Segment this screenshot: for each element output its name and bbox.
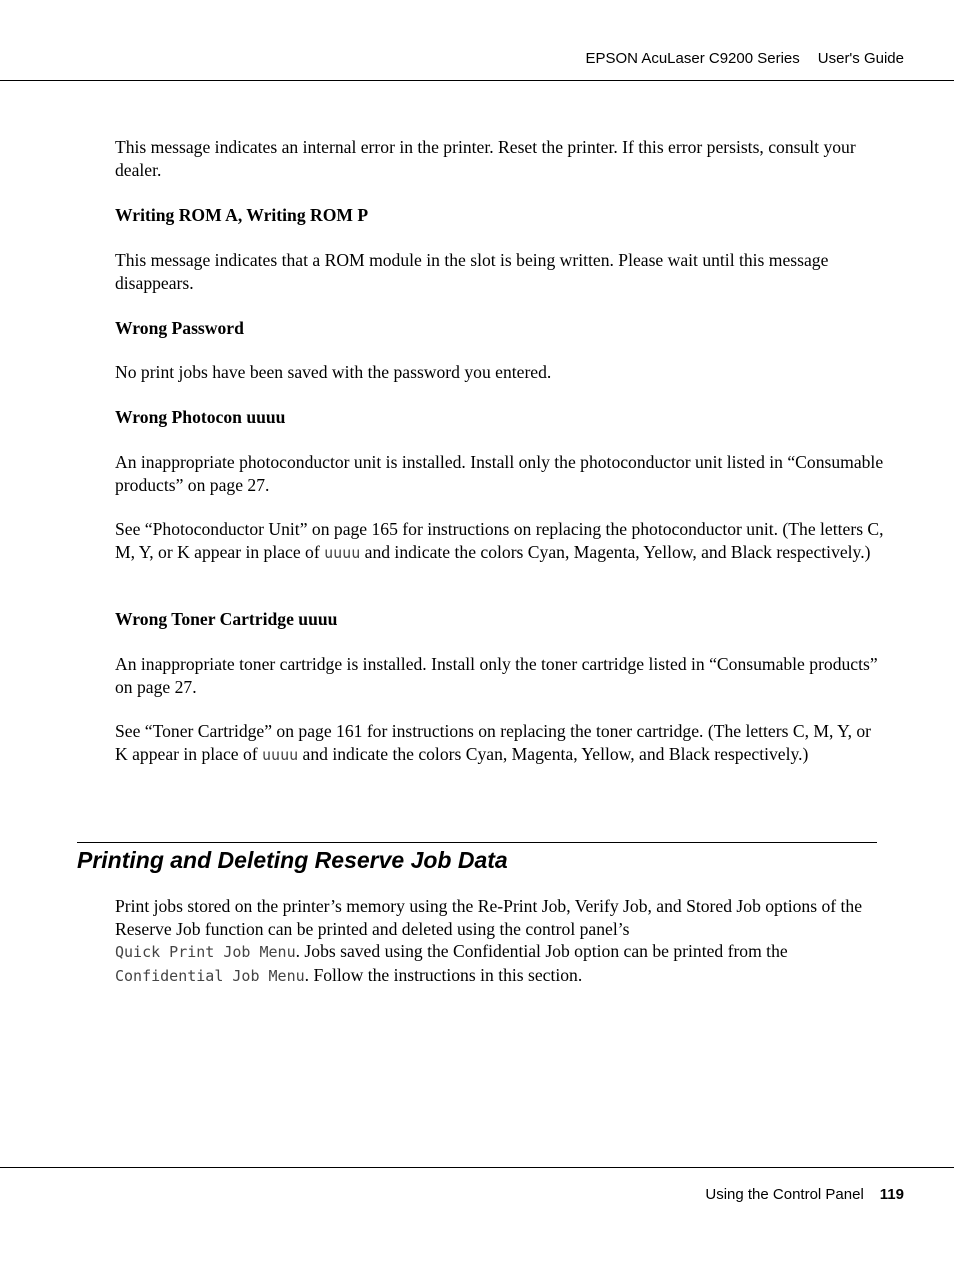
section-title: Printing and Deleting Reserve Job Data — [77, 847, 508, 873]
paragraph-toner-install: An inappropriate toner cartridge is installed. Install only the toner cartridge listed in “Consumable products” on page 27. — [115, 654, 878, 697]
code-uuuu: uuuu — [324, 543, 361, 562]
header-rule — [0, 80, 954, 81]
heading-writing-rom: Writing ROM A, Writing ROM P — [115, 205, 369, 225]
paragraph-text: . Jobs saved using the Confidential Job option can be printed from the — [295, 941, 788, 961]
page-header — [585, 50, 904, 67]
code-quick-print-job-menu: Quick Print Job Menu — [115, 943, 296, 961]
paragraph-text: and indicate the colors Cyan, Magenta, Yellow, and Black respectively.) — [298, 743, 809, 764]
page-footer — [705, 1186, 904, 1203]
heading-wrong-toner: Wrong Toner Cartridge uuuu — [115, 609, 338, 629]
paragraph-photocon-see — [115, 518, 885, 564]
paragraph-text: . Follow the instructions in this section. — [304, 964, 583, 985]
page-number: 119 — [879, 1186, 904, 1203]
paragraph-text: and indicate the colors Cyan, Magenta, Yellow, and Black respectively.) — [360, 541, 871, 562]
footer-chapter: Using the Control Panel — [705, 1186, 864, 1203]
paragraph-text: See “Toner Cartridge” on page 161 for instructions on replacing the toner cartridge. (The letters C, M, Y, or K appear in place of — [115, 721, 872, 764]
paragraph-text: Print jobs stored on the printer’s memory using the Re-Print Job, Verify Job, and Stored Job options of the Reserve Job function can be printed and deleted using the control panel’s — [115, 896, 863, 939]
heading-wrong-photocon: Wrong Photocon uuuu — [115, 407, 286, 427]
paragraph-wrong-password: No print jobs have been saved with the password you entered. — [115, 362, 552, 382]
paragraph-photocon-install: An inappropriate photoconductor unit is installed. Install only the photoconductor unit listed in “Consumable products” on page 27. — [115, 452, 884, 495]
header-guide: User's Guide — [817, 50, 904, 67]
paragraph-toner-see — [115, 720, 885, 766]
paragraph-writing-rom: This message indicates that a ROM module in the slot is being written. Please wait until this message disappears. — [115, 250, 829, 293]
paragraph-text: See “Photoconductor Unit” on page 165 for instructions on replacing the photoconductor unit. (The letters C, M, Y, or K appear in place of — [115, 519, 884, 562]
paragraph-internal-error: This message indicates an internal error in the printer. Reset the printer. If this error persists, consult your dealer. — [115, 137, 856, 180]
code-uuuu: uuuu — [262, 745, 299, 764]
code-confidential-job-menu: Confidential Job Menu — [115, 966, 305, 985]
footer-rule — [0, 1167, 954, 1168]
header-title: EPSON AcuLaser C9200 Series — [585, 50, 800, 67]
paragraph-reserve-job — [115, 895, 885, 987]
heading-wrong-password: Wrong Password — [115, 318, 244, 338]
